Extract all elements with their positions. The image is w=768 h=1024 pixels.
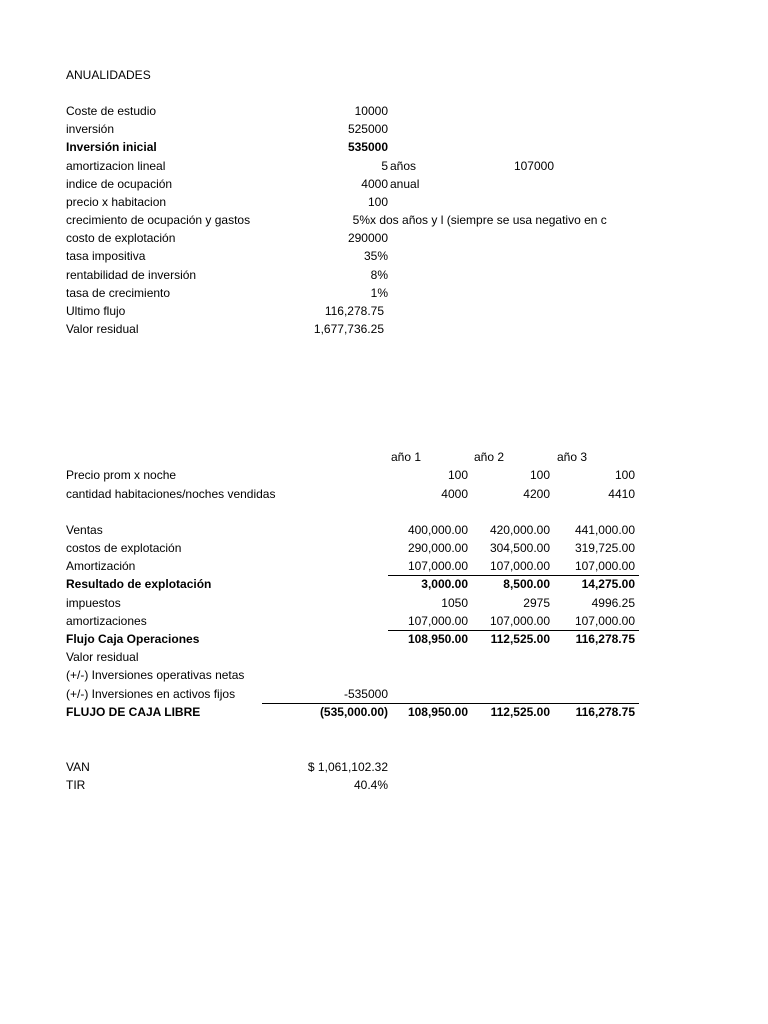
row-label: Precio prom x noche	[66, 468, 177, 482]
param-label: crecimiento de ocupación y gastos	[66, 213, 251, 227]
cell-year-1: 100	[447, 468, 468, 482]
cell-year-2: 420,000.00	[489, 523, 550, 537]
param-value: 5	[381, 159, 388, 173]
row-label: Resultado de explotación	[66, 577, 212, 591]
cell-year-1: 107,000.00	[407, 614, 468, 628]
cell-year-1: 107,000.00	[407, 559, 468, 573]
row-label: (+/-) Inversiones operativas netas	[66, 668, 245, 682]
cell-year-2: 107,000.00	[489, 614, 550, 628]
row-label: FLUJO DE CAJA LIBRE	[66, 705, 201, 719]
cell-year-3: 4410	[608, 487, 635, 501]
year-header: año 3	[557, 450, 588, 464]
cell-year-3: 14,275.00	[581, 577, 635, 591]
row-label: amortizaciones	[66, 614, 147, 628]
tir-value: 40.4%	[353, 778, 388, 792]
cell-year-2: 304,500.00	[489, 541, 550, 555]
cell-year-1: 1050	[441, 596, 468, 610]
van-value: $ 1,061,102.32	[307, 760, 388, 774]
param-label: amortizacion lineal	[66, 159, 166, 173]
row-label: impuestos	[66, 596, 121, 610]
param-value: 290000	[347, 231, 388, 245]
param-value: 5%	[352, 213, 370, 227]
cell-year-0: (535,000.00)	[319, 705, 388, 719]
row-label: cantidad habitaciones/noches vendidas	[66, 487, 276, 501]
param-value: 100	[367, 195, 388, 209]
param-value: 35%	[363, 249, 388, 263]
param-label: Inversión inicial	[66, 140, 157, 154]
param-label: precio x habitacion	[66, 195, 167, 209]
cell-year-1: 108,950.00	[407, 705, 468, 719]
cell-year-1: 290,000.00	[407, 541, 468, 555]
year-header: año 2	[474, 450, 505, 464]
param-value: 8%	[370, 268, 388, 282]
cell-year-3: 116,278.75	[575, 705, 635, 719]
cell-year-2: 112,525.00	[490, 705, 550, 719]
param-label: Valor residual	[66, 322, 139, 336]
cell-year-1: 3,000.00	[421, 577, 468, 591]
param-value: 116,278.75	[324, 304, 384, 318]
cell-year-2: 112,525.00	[490, 632, 550, 646]
cell-year-0: -535000	[343, 687, 388, 701]
cell-year-3: 100	[614, 468, 635, 482]
param-value: 1%	[370, 286, 388, 300]
param-note: x dos años y l (siempre se usa negativo en c	[370, 213, 607, 227]
row-label: Ventas	[66, 523, 103, 537]
cell-year-1: 4000	[441, 487, 468, 501]
cell-year-3: 107,000.00	[574, 614, 635, 628]
row-label: Amortización	[66, 559, 136, 573]
cell-year-2: 107,000.00	[489, 559, 550, 573]
param-label: tasa impositiva	[66, 249, 146, 263]
cell-year-2: 8,500.00	[503, 577, 550, 591]
cell-year-3: 107,000.00	[574, 559, 635, 573]
cell-year-3: 4996.25	[591, 596, 635, 610]
cell-year-2: 2975	[523, 596, 550, 610]
param-unit: anual	[390, 177, 420, 191]
tir-label: TIR	[66, 778, 86, 792]
row-label: Valor residual	[66, 650, 139, 664]
param-label: indice de ocupación	[66, 177, 173, 191]
param-label: inversión	[66, 122, 115, 136]
cell-year-2: 4200	[523, 487, 550, 501]
row-label: Flujo Caja Operaciones	[66, 632, 200, 646]
cell-year-1: 400,000.00	[407, 523, 468, 537]
param-label: rentabilidad de inversión	[66, 268, 197, 282]
param-label: costo de explotación	[66, 231, 176, 245]
param-label: tasa de crecimiento	[66, 286, 171, 300]
cell-year-3: 319,725.00	[574, 541, 635, 555]
cell-year-2: 100	[529, 468, 550, 482]
cell-year-3: 441,000.00	[574, 523, 635, 537]
row-label: (+/-) Inversiones en activos fijos	[66, 687, 236, 701]
row-label: costos de explotación	[66, 541, 182, 555]
param-value: 10000	[354, 104, 388, 118]
sheet-title: ANUALIDADES	[66, 68, 151, 82]
param-result: 107000	[513, 159, 554, 173]
param-value: 4000	[361, 177, 388, 191]
year-header: año 1	[391, 450, 422, 464]
param-value: 525000	[347, 122, 388, 136]
param-label: Ultimo flujo	[66, 304, 126, 318]
param-value: 1,677,736.25	[313, 322, 384, 336]
cell-year-3: 116,278.75	[575, 632, 635, 646]
van-label: VAN	[66, 760, 90, 774]
param-unit: años	[390, 159, 417, 173]
param-value: 535000	[347, 140, 388, 154]
param-label: Coste de estudio	[66, 104, 157, 118]
cell-year-1: 108,950.00	[407, 632, 468, 646]
